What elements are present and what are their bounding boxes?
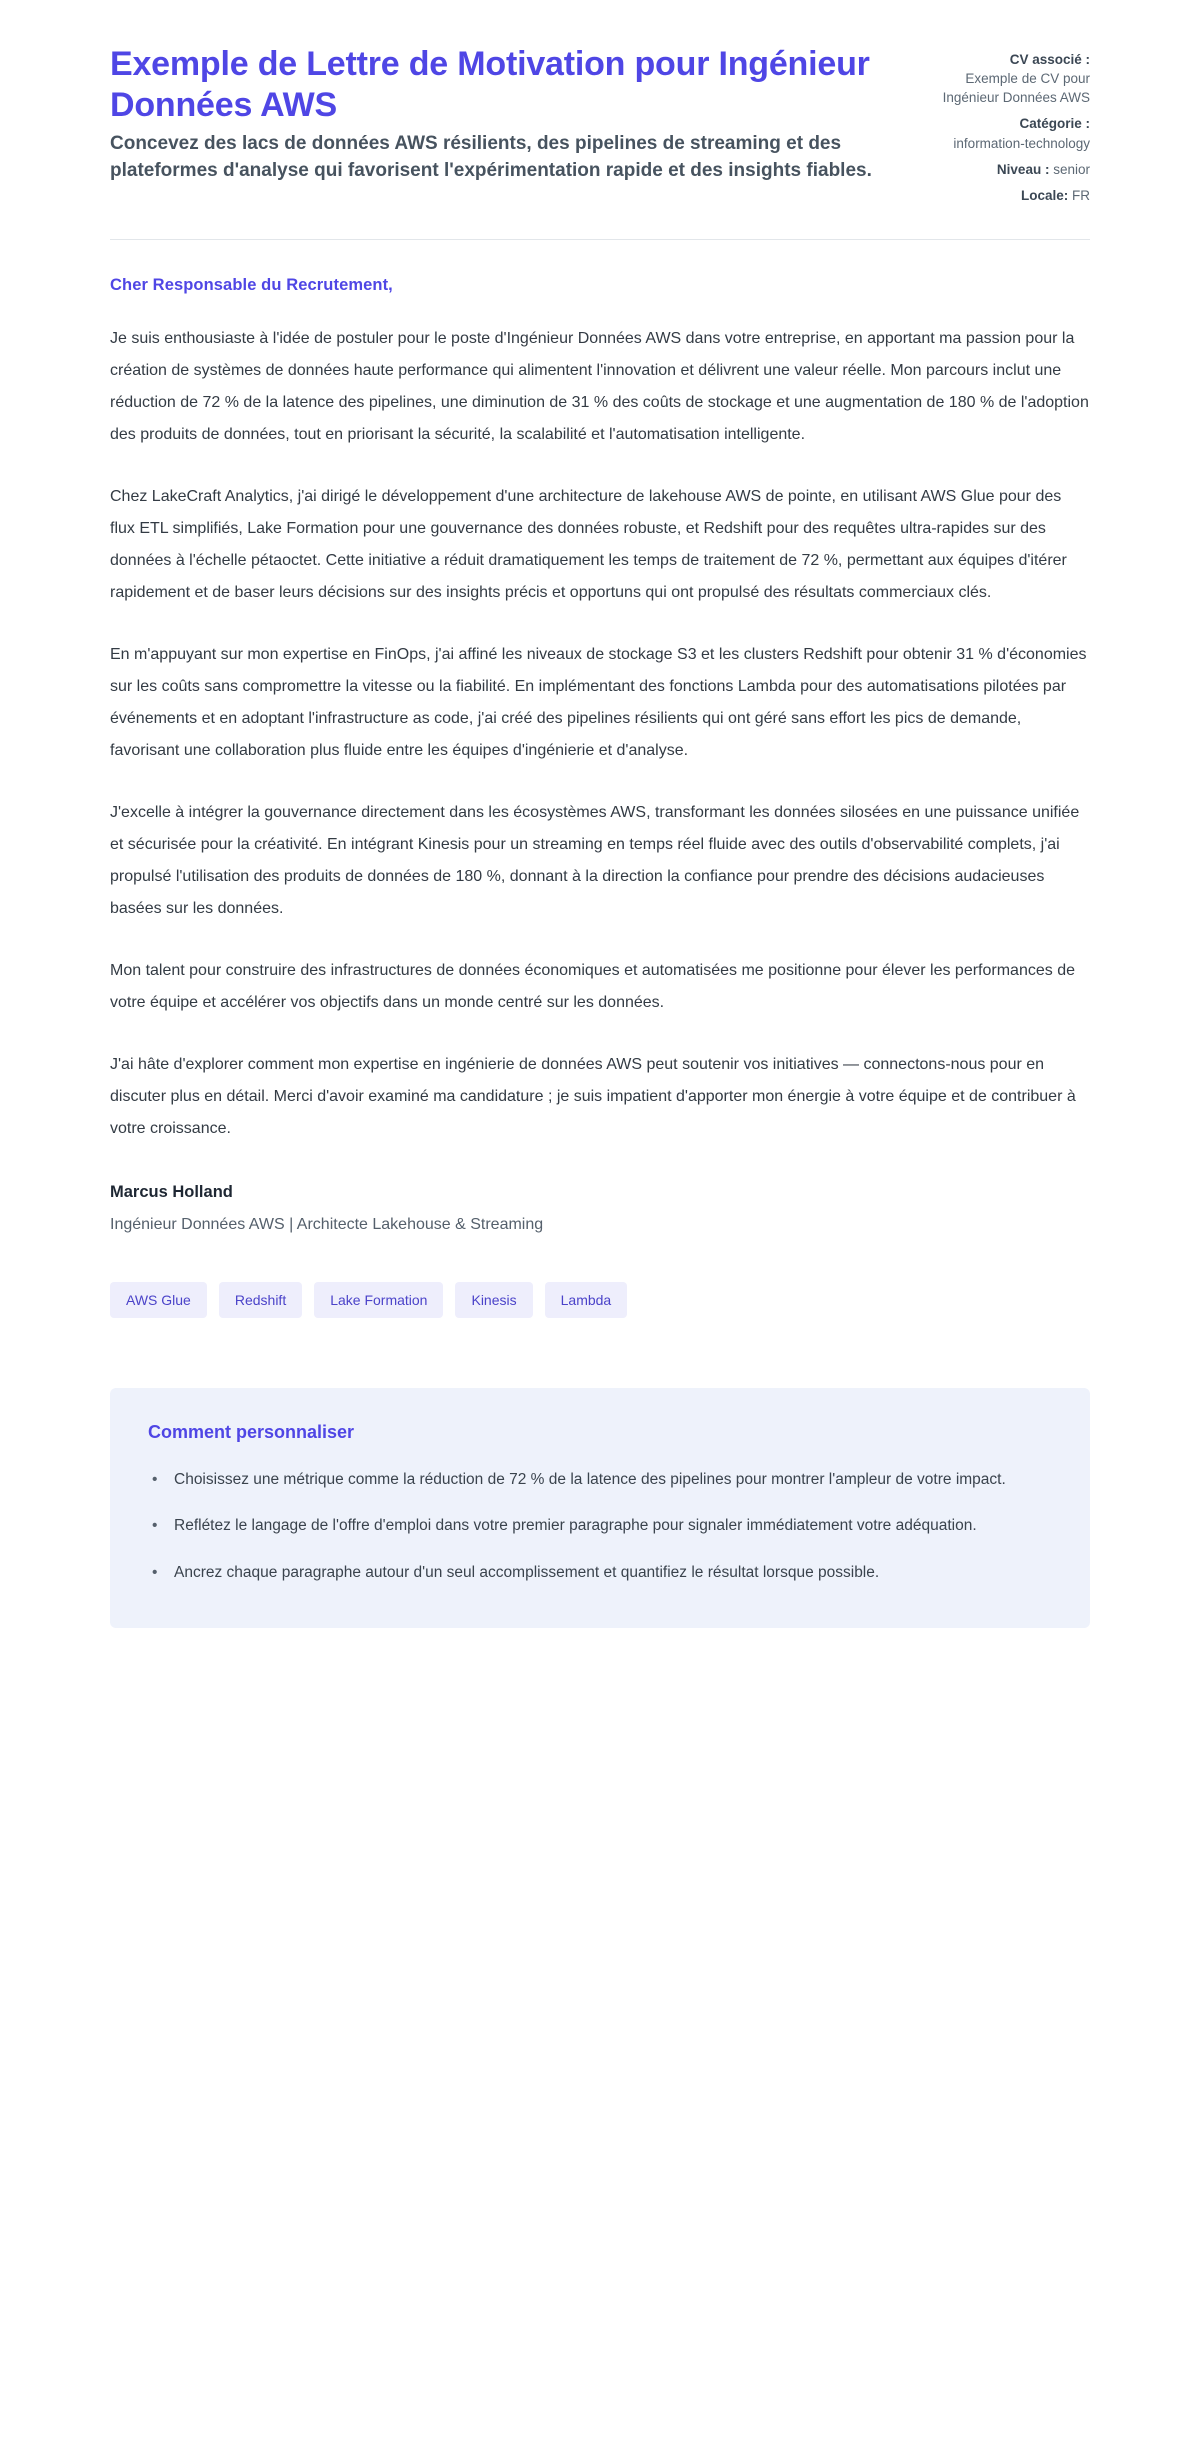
callout-tip-item <box>148 1558 1052 1588</box>
header-text-block <box>110 44 900 185</box>
meta-category <box>935 114 1090 152</box>
skill-tag[interactable]: Lake Formation <box>314 1282 443 1318</box>
letter-paragraph: J'excelle à intégrer la gouvernance directement dans les écosystèmes AWS, transformant les données silosées en une puissance unifiée et sécurisée pour la créativité. En intégrant Kinesis pour un streaming en temps réel fluide avec des outils d'observabilité complets, j'ai propulsé l'utilisation des produits de données de 180 %, donnant à la direction la confiance pour prendre des décisions audacieuses basées sur les données. <box>110 804 1080 918</box>
letter-paragraph: Mon talent pour construire des infrastructures de données économiques et automatisées me positionne pour élever les performances de votre équipe et accélérer vos objectifs dans un monde centré sur les données. <box>110 962 1075 1012</box>
salutation: Cher Responsable du Recrutement, <box>110 276 393 295</box>
meta-related-cv-value: Exemple de CV pour Ingénieur Données AWS <box>942 71 1090 106</box>
signature-name: Marcus Holland <box>110 1183 233 1202</box>
letter-paragraph: Chez LakeCraft Analytics, j'ai dirigé le développement d'une architecture de lakehouse AWS de pointe, en utilisant AWS Glue pour des flux ETL simplifiés, Lake Formation pour une gouvernance des données robuste, et Redshift pour des requêtes ultra-rapides sur des données à l'échelle pétaoctet. Cette initiative a réduit dramatiquement les temps de traitement de 72 %, permettant aux équipes d'itérer rapidement et de baser leurs décisions sur des insights précis et opportuns qui ont propulsé des résultats commerciaux clés. <box>110 488 1067 602</box>
meta-level <box>935 160 1090 179</box>
page-subtitle: Concevez des lacs de données AWS résilients, des pipelines de streaming et des plateformes d'analyse qui favorisent l'expérimentation rapide et des insights fiables. <box>110 132 872 181</box>
skill-tag[interactable]: AWS Glue <box>110 1282 207 1318</box>
page-title: Exemple de Lettre de Motivation pour Ingénieur Données AWS <box>110 45 870 125</box>
letter-body <box>110 240 1090 1145</box>
customization-callout <box>110 1388 1090 1628</box>
callout-tip-text: Ancrez chaque paragraphe autour d'un seul accomplissement et quantifiez le résultat lorsque possible. <box>174 1563 880 1581</box>
callout-tip-item <box>148 1465 1052 1495</box>
bullet-icon: • <box>152 1563 158 1581</box>
meta-related-cv-label: CV associé : <box>1009 52 1090 67</box>
signature-block <box>110 1145 1090 1234</box>
meta-category-value: information-technology <box>953 135 1090 151</box>
skill-tag[interactable]: Redshift <box>219 1282 302 1318</box>
meta-level-label: Niveau : <box>996 161 1050 177</box>
signature-role: Ingénieur Données AWS | Architecte Lakehouse & Streaming <box>110 1216 544 1234</box>
meta-category-label: Catégorie : <box>1019 116 1090 132</box>
page-content <box>110 0 1090 1628</box>
bullet-icon: • <box>152 1517 158 1535</box>
letter-paragraph: J'ai hâte d'explorer comment mon expertise en ingénierie de données AWS peut soutenir vos initiatives — connectons-nous pour en discuter plus en détail. Merci d'avoir examiné ma candidature ; je suis impatient d'apporter mon énergie à votre équipe et de contribuer à votre croissance. <box>110 1056 1076 1138</box>
document-metadata <box>935 44 1090 205</box>
meta-locale-label: Locale: <box>1020 187 1069 203</box>
meta-locale-value: FR <box>1072 187 1090 203</box>
meta-locale <box>935 186 1090 205</box>
callout-tip-text: Reflétez le langage de l'offre d'emploi dans votre premier paragraphe pour signaler immédiatement votre adéquation. <box>174 1517 977 1535</box>
skill-tag[interactable]: Kinesis <box>455 1282 532 1318</box>
meta-related-cv <box>935 50 1090 107</box>
document-header <box>110 44 1090 205</box>
skill-tag[interactable]: Lambda <box>545 1282 628 1318</box>
letter-paragraph: En m'appuyant sur mon expertise en FinOps, j'ai affiné les niveaux de stockage S3 et les clusters Redshift pour obtenir 31 % d'économies sur les coûts sans compromettre la vitesse ou la fiabilité. En implémentant des fonctions Lambda pour des automatisations pilotées par événements et en adoptant l'infrastructure as code, j'ai créé des pipelines résilients qui ont géré sans effort les pics de demande, favorisant une collaboration plus fluide entre les équipes d'ingénierie et d'analyse. <box>110 646 1087 760</box>
skill-tag-list <box>110 1234 1090 1318</box>
letter-paragraph: Je suis enthousiaste à l'idée de postuler pour le poste d'Ingénieur Données AWS dans votre entreprise, en apportant ma passion pour la création de systèmes de données haute performance qui alimentent l'innovation et délivrent une valeur réelle. Mon parcours inclut une réduction de 72 % de la latence des pipelines, une diminution de 31 % des coûts de stockage et une augmentation de 180 % de l'adoption des produits de données, tout en priorisant la sécurité, la scalabilité et l'automatisation intelligente. <box>110 330 1089 444</box>
callout-tip-text: Choisissez une métrique comme la réduction de 72 % de la latence des pipelines pour montrer l'ampleur de votre impact. <box>174 1471 1006 1489</box>
meta-level-value: senior <box>1053 161 1090 177</box>
bullet-icon: • <box>152 1471 158 1489</box>
callout-title: Comment personnaliser <box>148 1422 355 1443</box>
callout-tip-list <box>148 1465 1052 1588</box>
callout-tip-item <box>148 1511 1052 1541</box>
